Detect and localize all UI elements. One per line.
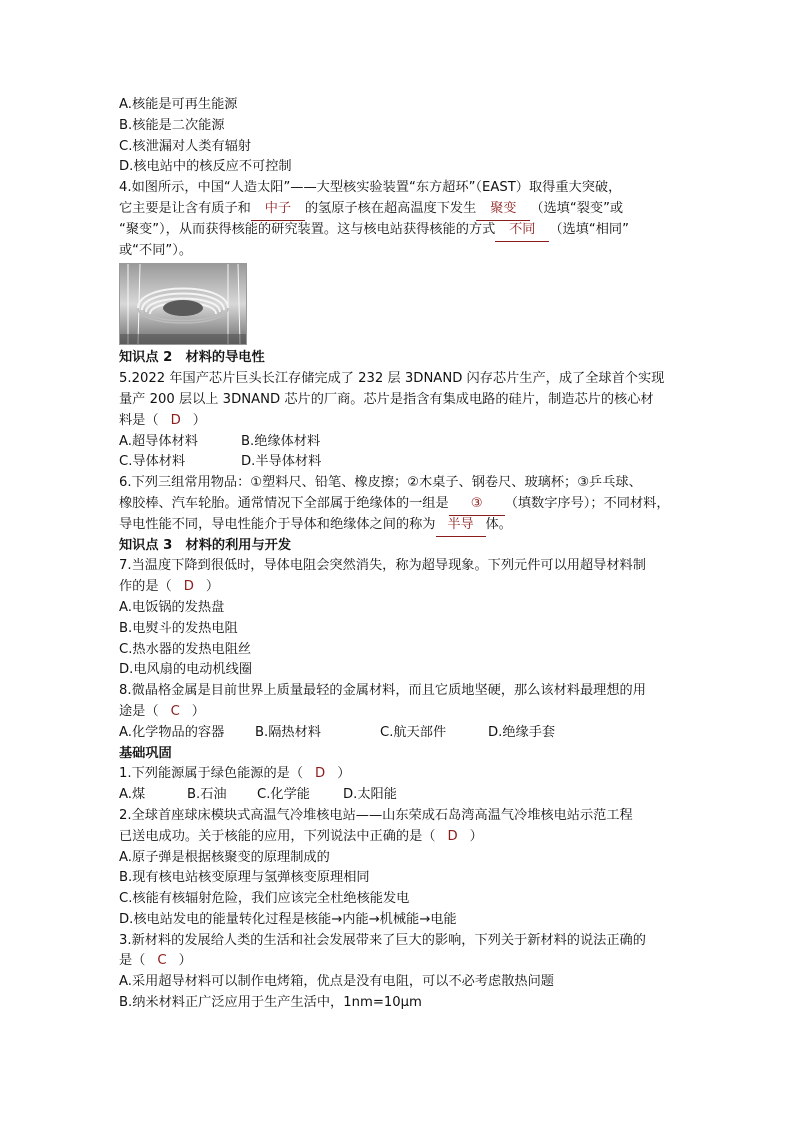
document-page xyxy=(119,95,679,1014)
east-tokamak-photo xyxy=(119,263,247,345)
answer-letter: C xyxy=(157,953,167,969)
options-row: A.化学物品的容器 B.隔热材料 C.航天部件 D.绝缘手套 xyxy=(119,724,556,740)
option-line: B.核能是二次能源 xyxy=(119,117,225,133)
option-line: A.原子弹是根据核聚变的原理制成的 xyxy=(119,849,330,865)
answer-blank: ③ xyxy=(449,494,505,516)
question-5-line-1: 5.2022 年国产芯片巨头长江存储完成了 232 层 3DNAND 闪存芯片生产，成了全球首个实现 xyxy=(119,371,665,387)
section-heading: 基础巩固 xyxy=(119,745,172,761)
answer-blank: 中子 xyxy=(251,199,305,221)
question-5-line-2: 量产 200 层以上 3DNAND 芯片的厂商。芯片是指含有集成电路的硅片，制造芯片的核心材 xyxy=(119,391,654,407)
option-line: A.采用超导材料可以制作电烤箱，优点是没有电阻，可以不必考虑散热问题 xyxy=(119,974,554,990)
option-line: B.现有核电站核变原理与氢弹核变原理相同 xyxy=(119,870,370,886)
answer-letter: C xyxy=(170,703,180,719)
question-6-line-2: 橡胶棒、汽车轮胎。通常情况下全部属于绝缘体的一组是 ③ （填数字序号）；不同材料， xyxy=(119,494,679,515)
basic-question-1-line-1: 1.下列能源属于绿色能源的是（ D ） xyxy=(119,766,351,782)
basic-question-2-line-2: 已送电成功。关于核能的应用，下列说法中正确的是（ D ） xyxy=(119,828,483,844)
basic-question-3-line-1: 3.新材料的发展给人类的生活和社会发展带来了巨大的影响，下列关于新材料的说法正确的 xyxy=(119,932,646,948)
options-row: A.超导体材料 B.绝缘体材料 xyxy=(119,433,321,449)
option-line: C.核能有核辐射危险，我们应该完全杜绝核能发电 xyxy=(119,891,410,907)
answer-blank: 不同 xyxy=(495,220,549,242)
answer-blank: 半导 xyxy=(436,515,486,537)
question-4-line-3: “聚变”），从而获得核能的研究装置。这与核电站获得核能的方式 不同 （选填“相同” xyxy=(119,220,679,241)
question-5-line-3: 料是（ D ） xyxy=(119,412,206,428)
answer-letter: D xyxy=(315,766,326,782)
option-line: A.核能是可再生能源 xyxy=(119,97,238,112)
answer-blank: 聚变 xyxy=(476,199,530,221)
basic-question-2-line-1: 2.全球首座球床模块式高温气冷堆核电站——山东荣成石岛湾高温气冷堆核电站示范工程 xyxy=(119,807,633,823)
option-line: B.纳米材料正广泛应用于生产生活中，1nm=10μm xyxy=(119,995,422,1011)
answer-letter: D xyxy=(183,579,194,595)
option-line: D.核电站发电的能量转化过程是核能→内能→机械能→电能 xyxy=(119,911,457,927)
question-4-line-1: 4.如图所示，中国“人造太阳”——大型核实验装置“东方超环”（EAST）取得重大突破， xyxy=(119,180,622,196)
option-line: B.电熨斗的发热电阻 xyxy=(119,620,238,636)
section-heading: 知识点 3 材料的利用与开发 xyxy=(119,537,292,553)
options-row: A.煤 B.石油 C.化学能 D.太阳能 xyxy=(119,787,397,803)
question-7-line-1: 7.当温度下降到很低时，导体电阻会突然消失，称为超导现象。下列元件可以用超导材料制 xyxy=(119,558,646,574)
basic-question-3-line-2: 是（ C ） xyxy=(119,953,192,969)
question-7-line-2: 作的是（ D ） xyxy=(119,579,220,595)
tokamak-image xyxy=(120,264,246,344)
answer-letter: D xyxy=(447,828,458,844)
options-row: C.导体材料 D.半导体材料 xyxy=(119,454,322,470)
question-6-line-1: 6.下列三组常用物品：①塑料尺、铅笔、橡皮擦；②木桌子、钢卷尺、玻璃杯；③乒乓球、 xyxy=(119,475,642,491)
section-heading: 知识点 2 材料的导电性 xyxy=(119,350,265,366)
answer-letter: D xyxy=(170,412,181,428)
question-8-line-2: 途是（ C ） xyxy=(119,703,205,719)
option-line: D.电风扇的电动机线圈 xyxy=(119,662,253,678)
question-4-line-2: 它主要是让含有质子和 中子 的氢原子核在超高温度下发生 聚变 （选填“裂变”或 xyxy=(119,199,679,220)
question-8-line-1: 8.微晶格金属是目前世界上质量最轻的金属材料，而且它质地坚硬，那么该材料最理想的用 xyxy=(119,683,646,699)
question-4-line-4: 或“不同”）。 xyxy=(119,242,193,258)
option-line: D.核电站中的核反应不可控制 xyxy=(119,159,292,175)
option-line: C.核泄漏对人类有辐射 xyxy=(119,138,252,154)
option-line: C.热水器的发热电阻丝 xyxy=(119,641,252,657)
option-line: A.电饭锅的发热盘 xyxy=(119,599,225,615)
question-6-line-3: 导电性能不同，导电性能介于导体和绝缘体之间的称为 半导 体。 xyxy=(119,515,679,536)
